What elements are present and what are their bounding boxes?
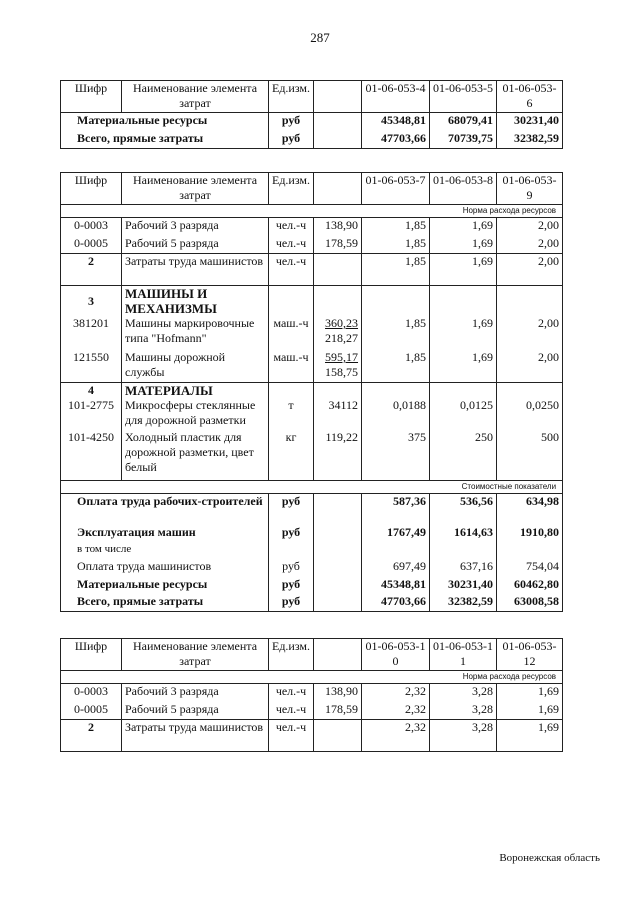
row-value: 0,0188: [362, 398, 430, 430]
row-price: [314, 577, 362, 594]
row-value: 0,0125: [430, 398, 497, 430]
row-price: 178,59: [314, 236, 362, 254]
row-value: 45348,81: [362, 577, 430, 594]
row-code: 101-2775: [61, 398, 122, 430]
row-unit: чел.-ч: [269, 254, 314, 286]
row-price: [314, 254, 362, 286]
section-cost: Стоимостные показатели: [61, 480, 563, 493]
table-row: [61, 113, 563, 131]
row-price: [314, 350, 362, 382]
row-unit: маш.-ч: [269, 350, 314, 382]
row-value: 30231,40: [497, 113, 563, 131]
row-unit: чел.-ч: [269, 684, 314, 702]
row-value: 1,69: [430, 316, 497, 350]
row-value: 30231,40: [430, 577, 497, 594]
header-col-3: 01-06-053-9: [497, 173, 563, 205]
row-unit: [269, 382, 314, 398]
row-price: 138,90: [314, 684, 362, 702]
row-value: [430, 542, 497, 559]
row-name: Оплата труда машинистов: [61, 559, 269, 577]
header-col-1: 01-06-053-7: [362, 173, 430, 205]
row-value: [362, 286, 430, 317]
row-code: 2: [61, 720, 122, 752]
header-col-2: 01-06-053-11: [430, 639, 497, 671]
row-value: 0,0250: [497, 398, 563, 430]
table-row: [61, 131, 563, 149]
table-header: [61, 173, 563, 205]
row-value: 250: [430, 430, 497, 480]
row-value: 637,16: [430, 559, 497, 577]
row-value: 32382,59: [430, 594, 497, 611]
row-value: 536,56: [430, 493, 497, 525]
table-row: [61, 218, 563, 236]
table-row: [61, 430, 563, 480]
row-name: Рабочий 5 разряда: [122, 702, 269, 720]
section-header: [61, 205, 563, 218]
row-price: [314, 493, 362, 525]
row-value: 1614,63: [430, 525, 497, 542]
section-header: [61, 671, 563, 684]
row-unit: руб: [269, 577, 314, 594]
row-value: 1,69: [430, 254, 497, 286]
row-price: [314, 286, 362, 317]
table-3: [60, 638, 563, 752]
table-row: [61, 702, 563, 720]
row-value: 3,28: [430, 720, 497, 752]
row-name: Эксплуатация машин: [61, 525, 269, 542]
table-row: [61, 398, 563, 430]
row-value: 1,85: [362, 254, 430, 286]
row-unit: маш.-ч: [269, 316, 314, 350]
row-price: [314, 525, 362, 542]
row-price: 34112: [314, 398, 362, 430]
row-unit: руб: [269, 131, 314, 149]
header-price: [314, 639, 362, 671]
row-price: [314, 559, 362, 577]
row-name: Всего, прямые затраты: [61, 131, 269, 149]
row-value: 3,28: [430, 684, 497, 702]
row-value: 70739,75: [430, 131, 497, 149]
header-unit: Ед.изм.: [269, 173, 314, 205]
row-value: 1,85: [362, 218, 430, 236]
row-value: [497, 542, 563, 559]
section-header: [61, 480, 563, 493]
header-col-1: 01-06-053-4: [362, 81, 430, 113]
row-value: 45348,81: [362, 113, 430, 131]
header-col-3: 01-06-053-6: [497, 81, 563, 113]
cost-row: [61, 493, 563, 525]
table-header: [61, 639, 563, 671]
row-value: 375: [362, 430, 430, 480]
row-name: Микросферы стеклянные для дорожной разметки: [122, 398, 269, 430]
section-title-row: [61, 286, 563, 317]
row-value: 2,00: [497, 254, 563, 286]
row-price: 119,22: [314, 430, 362, 480]
table-row: [61, 254, 563, 286]
row-unit: [269, 542, 314, 559]
table-row: [61, 316, 563, 350]
header-unit: Ед.изм.: [269, 81, 314, 113]
row-code: 0-0003: [61, 218, 122, 236]
row-value: 3,28: [430, 702, 497, 720]
row-value: [430, 382, 497, 398]
row-name: Всего, прямые затраты: [61, 594, 269, 611]
row-value: 1,69: [497, 684, 563, 702]
row-value: 500: [497, 430, 563, 480]
row-name: Машины маркировочные типа "Hofmann": [122, 316, 269, 350]
row-code: 381201: [61, 316, 122, 350]
row-value: 32382,59: [497, 131, 563, 149]
row-value: 1,85: [362, 316, 430, 350]
header-name: Наименование элемента затрат: [122, 639, 269, 671]
row-value: 47703,66: [362, 131, 430, 149]
row-name: Рабочий 5 разряда: [122, 236, 269, 254]
section-title: МАТЕРИАЛЫ: [122, 382, 269, 398]
row-unit: чел.-ч: [269, 218, 314, 236]
row-unit: руб: [269, 113, 314, 131]
row-name: в том числе: [61, 542, 269, 559]
cost-row: [61, 577, 563, 594]
row-price: [314, 382, 362, 398]
cost-row: [61, 542, 563, 559]
section-norm: Норма расхода ресурсов: [61, 671, 563, 684]
row-unit: чел.-ч: [269, 720, 314, 752]
row-code: 0-0005: [61, 236, 122, 254]
price-secondary: 158,75: [325, 365, 359, 379]
row-value: [497, 286, 563, 317]
row-value: 2,00: [497, 236, 563, 254]
row-code: 101-4250: [61, 430, 122, 480]
page-number: 287: [310, 30, 330, 45]
table-row: [61, 236, 563, 254]
header-unit: Ед.изм.: [269, 639, 314, 671]
row-value: 2,32: [362, 702, 430, 720]
header-col-2: 01-06-053-5: [430, 81, 497, 113]
row-value: 1910,80: [497, 525, 563, 542]
row-code: 4: [61, 382, 122, 398]
row-name: Затраты труда машинистов: [122, 254, 269, 286]
row-value: [430, 286, 497, 317]
row-name: Материальные ресурсы: [61, 577, 269, 594]
row-value: 1767,49: [362, 525, 430, 542]
row-name: Рабочий 3 разряда: [122, 218, 269, 236]
row-unit: т: [269, 398, 314, 430]
row-unit: руб: [269, 594, 314, 611]
row-code: 3: [61, 286, 122, 317]
row-value: 1,69: [497, 720, 563, 752]
row-price: [314, 594, 362, 611]
row-value: 2,00: [497, 316, 563, 350]
row-unit: руб: [269, 493, 314, 525]
row-value: 1,69: [430, 350, 497, 382]
table-2: [60, 172, 563, 612]
row-price: [314, 131, 362, 149]
price-main: 595,17: [325, 350, 359, 364]
row-unit: руб: [269, 525, 314, 542]
row-price: [314, 542, 362, 559]
cost-row: [61, 559, 563, 577]
header-price: [314, 81, 362, 113]
section-norm: Норма расхода ресурсов: [61, 205, 563, 218]
table-row: [61, 720, 563, 752]
row-value: [497, 382, 563, 398]
row-value: [362, 542, 430, 559]
row-value: 68079,41: [430, 113, 497, 131]
table-header: [61, 81, 563, 113]
row-value: 1,69: [497, 702, 563, 720]
row-value: 1,69: [430, 218, 497, 236]
row-value: 1,69: [430, 236, 497, 254]
row-value: 697,49: [362, 559, 430, 577]
header-price: [314, 173, 362, 205]
cost-row: [61, 525, 563, 542]
row-price: 178,59: [314, 702, 362, 720]
price-main: 360,23: [325, 316, 359, 330]
header-name: Наименование элемента затрат: [122, 81, 269, 113]
row-value: 2,32: [362, 684, 430, 702]
row-value: 2,00: [497, 218, 563, 236]
row-price: [314, 113, 362, 131]
footer-region: Воронежская область: [499, 852, 600, 864]
table-1: [60, 80, 563, 149]
row-value: 634,98: [497, 493, 563, 525]
header-code: Шифр: [61, 173, 122, 205]
row-name: Машины дорожной службы: [122, 350, 269, 382]
row-name: Материальные ресурсы: [61, 113, 269, 131]
row-name: Затраты труда машинистов: [122, 720, 269, 752]
header-col-3: 01-06-053-12: [497, 639, 563, 671]
row-value: 63008,58: [497, 594, 563, 611]
row-code: 0-0005: [61, 702, 122, 720]
header-name: Наименование элемента затрат: [122, 173, 269, 205]
row-value: 587,36: [362, 493, 430, 525]
row-value: [362, 382, 430, 398]
row-code: 121550: [61, 350, 122, 382]
row-code: 0-0003: [61, 684, 122, 702]
cost-row: [61, 594, 563, 611]
row-price: [314, 316, 362, 350]
row-name: Рабочий 3 разряда: [122, 684, 269, 702]
row-value: 754,04: [497, 559, 563, 577]
section-title-row: [61, 382, 563, 398]
row-name: Оплата труда рабочих-строителей: [61, 493, 269, 525]
header-code: Шифр: [61, 81, 122, 113]
row-code: 2: [61, 254, 122, 286]
row-value: 2,00: [497, 350, 563, 382]
table-row: [61, 350, 563, 382]
row-unit: кг: [269, 430, 314, 480]
row-value: 2,32: [362, 720, 430, 752]
row-price: [314, 720, 362, 752]
row-price: 138,90: [314, 218, 362, 236]
row-unit: [269, 286, 314, 317]
row-value: 60462,80: [497, 577, 563, 594]
row-value: 1,85: [362, 350, 430, 382]
header-col-2: 01-06-053-8: [430, 173, 497, 205]
header-col-1: 01-06-053-10: [362, 639, 430, 671]
header-code: Шифр: [61, 639, 122, 671]
row-unit: руб: [269, 559, 314, 577]
row-value: 47703,66: [362, 594, 430, 611]
row-name: Холодный пластик для дорожной разметки, цвет белый: [122, 430, 269, 480]
price-secondary: 218,27: [325, 331, 359, 345]
section-title: МАШИНЫ И МЕХАНИЗМЫ: [122, 286, 269, 317]
row-unit: чел.-ч: [269, 236, 314, 254]
row-unit: чел.-ч: [269, 702, 314, 720]
table-row: [61, 684, 563, 702]
row-value: 1,85: [362, 236, 430, 254]
